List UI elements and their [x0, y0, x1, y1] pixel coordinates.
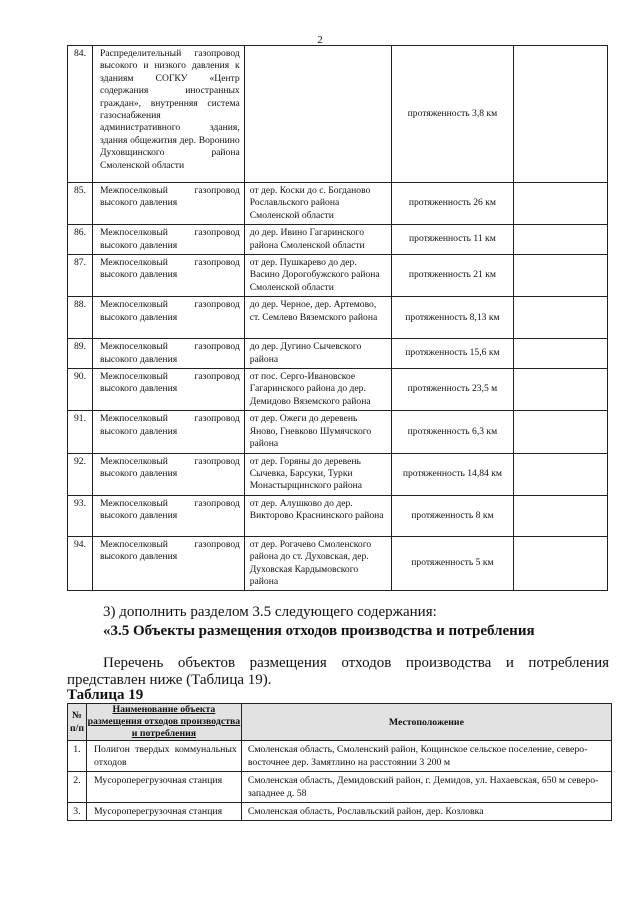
waste-row-number: 2. [68, 772, 87, 803]
gas-row [68, 183, 608, 225]
row-number: 85. [68, 183, 93, 225]
pipeline-length: протяженность 26 км [391, 183, 514, 225]
empty-cell [514, 453, 608, 495]
waste-row-number: 1. [68, 741, 87, 772]
pipeline-location [244, 46, 391, 183]
waste-facility-name: Мусороперегрузочная станция [86, 803, 241, 821]
pipeline-name: Межпоселковый газопровод высокого давления [92, 183, 244, 225]
empty-cell [514, 225, 608, 255]
waste-row [68, 741, 612, 772]
row-number: 86. [68, 225, 93, 255]
pipeline-length: протяженность 23,5 м [391, 369, 514, 411]
gas-row [68, 255, 608, 297]
pipeline-location: от дер. Алушково до дер. Викторово Краснинского района [244, 495, 391, 536]
row-number: 88. [68, 297, 93, 339]
pipeline-length: протяженность 8,13 км [391, 297, 514, 339]
pipeline-name: Межпоселковый газопровод высокого давления [92, 339, 244, 369]
empty-cell [514, 183, 608, 225]
pipeline-name: Межпоселковый газопровод высокого давления [92, 369, 244, 411]
row-number: 87. [68, 255, 93, 297]
pipeline-name: Межпоселковый газопровод высокого давления [92, 297, 244, 339]
gas-row [68, 369, 608, 411]
pipeline-location: от дер. Ожеги до деревень Яново, Гневково Шумячского района [244, 411, 391, 453]
pipeline-name: Межпоселковый газопровод высокого давления [92, 411, 244, 453]
waste-facility-name: Полигон твердых коммунальных отходов [86, 741, 241, 772]
gas-pipeline-table [67, 45, 608, 591]
gas-row [68, 453, 608, 495]
waste-row [68, 803, 612, 821]
pipeline-location: от дер. Пушкарево до дер. Васино Дорогобужского района Смоленской области [244, 255, 391, 297]
row-number: 84. [68, 46, 93, 183]
waste-facility-location: Смоленская область, Смоленский район, Кощинское сельское поселение, северо-восточнее дер. Замятлино на расстоянии 3 200 м [241, 741, 611, 772]
waste-table-header-row [68, 704, 612, 741]
gas-row [68, 297, 608, 339]
header-num: № п/п [68, 704, 87, 741]
intro-paragraph-line2: представлен ниже (Таблица 19). [67, 672, 272, 688]
empty-cell [514, 495, 608, 536]
empty-cell [514, 411, 608, 453]
pipeline-name: Межпоселковый газопровод высокого давления [92, 453, 244, 495]
waste-facility-location: Смоленская область, Рославльский район, дер. Козловка [241, 803, 611, 821]
waste-row-number: 3. [68, 803, 87, 821]
gas-row [68, 495, 608, 536]
waste-row [68, 772, 612, 803]
header-name: Наименование объекта размещения отходов производства и потребления [87, 704, 241, 739]
gas-row [68, 225, 608, 255]
header-location: Местоположение [241, 704, 611, 741]
pipeline-location: от пос. Серго-Ивановское Гагаринского района до дер. Демидово Вяземского района [244, 369, 391, 411]
pipeline-name: Межпоселковый газопровод высокого давления [92, 225, 244, 255]
gas-row [68, 536, 608, 591]
page-number: 2 [317, 34, 323, 46]
row-number: 93. [68, 495, 93, 536]
empty-cell [514, 255, 608, 297]
waste-facility-name: Мусороперегрузочная станция [86, 772, 241, 803]
pipeline-length: протяженность 5 км [391, 536, 514, 591]
empty-cell [514, 536, 608, 591]
gas-row [68, 339, 608, 369]
pipeline-location: до дер. Дугино Сычевского района [244, 339, 391, 369]
pipeline-length: протяженность 8 км [391, 495, 514, 536]
pipeline-length: протяженность 21 км [391, 255, 514, 297]
pipeline-name: Межпоселковый газопровод высокого давления [92, 495, 244, 536]
pipeline-name: Межпоселковый газопровод высокого давления [92, 255, 244, 297]
amendment-line: 3) дополнить разделом 3.5 следующего содержания: [103, 604, 437, 620]
empty-cell [514, 46, 608, 183]
pipeline-length: протяженность 14,84 км [391, 453, 514, 495]
row-number: 94. [68, 536, 93, 591]
pipeline-location: до дер. Ивино Гагаринского района Смоленской области [244, 225, 391, 255]
intro-paragraph-line1: Перечень объектов размещения отходов производства и потребления [103, 655, 609, 671]
waste-facilities-table [67, 703, 612, 821]
pipeline-name: Межпоселковый газопровод высокого давления [92, 536, 244, 591]
pipeline-length: протяженность 3,8 км [391, 46, 514, 183]
table-label: Таблица 19 [67, 687, 144, 703]
pipeline-location: от дер. Коски до с. Богданово Рославльского района Смоленской области [244, 183, 391, 225]
pipeline-location: от дер. Горяны до деревень Сычевка, Барсуки, Турки Монастырщинского района [244, 453, 391, 495]
empty-cell [514, 339, 608, 369]
waste-facility-location: Смоленская область, Демидовский район, г. Демидов, ул. Нахаевская, 650 м северо-западнее д. 58 [241, 772, 611, 803]
pipeline-name: Распределительный газопровод высокого и низкого давления к зданиям СОГКУ «Центр содержания иностранных граждан», внутренняя система газоснабжения административного здания, здания общежития дер. Воронино Духовщинского района Смоленской области [92, 46, 244, 183]
row-number: 91. [68, 411, 93, 453]
gas-row [68, 46, 608, 183]
pipeline-location: от дер. Рогачево Смоленского района до ст. Духовская, дер. Духовская Кардымовского района [244, 536, 391, 591]
pipeline-length: протяженность 11 км [391, 225, 514, 255]
pipeline-length: протяженность 15,6 км [391, 339, 514, 369]
pipeline-length: протяженность 6,3 км [391, 411, 514, 453]
row-number: 90. [68, 369, 93, 411]
gas-row [68, 411, 608, 453]
empty-cell [514, 297, 608, 339]
empty-cell [514, 369, 608, 411]
row-number: 92. [68, 453, 93, 495]
row-number: 89. [68, 339, 93, 369]
pipeline-location: до дер. Черное, дер. Артемово, ст. Семлево Вяземского района [244, 297, 391, 339]
section-heading: «3.5 Объекты размещения отходов производства и потребления [103, 623, 535, 639]
